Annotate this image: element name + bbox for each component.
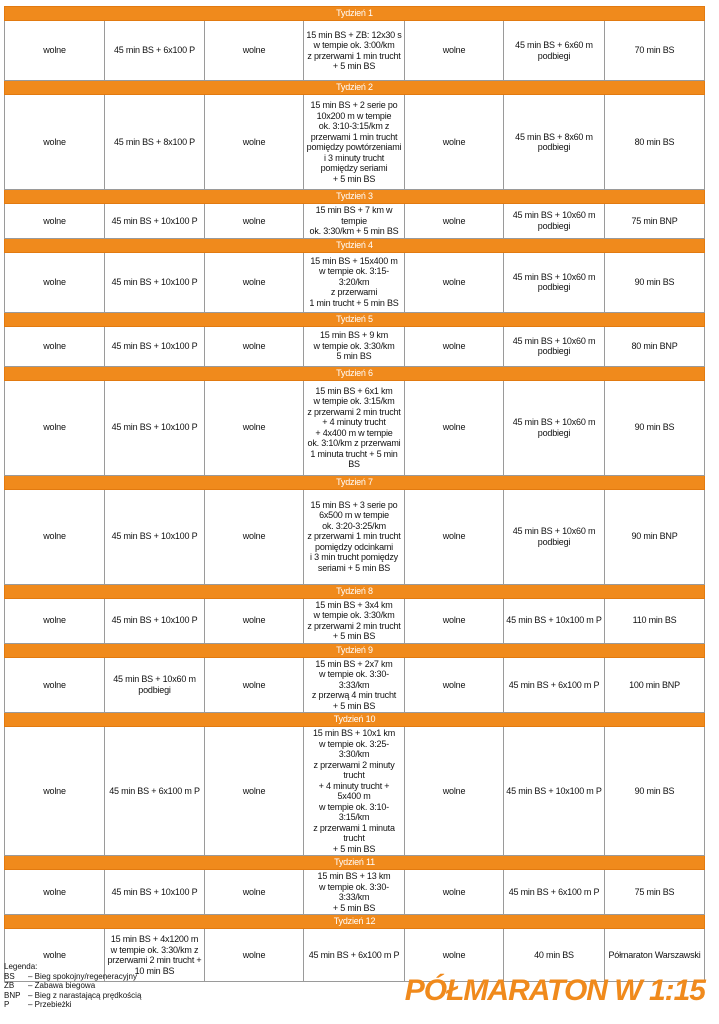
day-cell: 15 min BS + 15x400 m w tempie ok. 3:15-3:20/km z przerwami 1 min trucht + 5 min BS — [304, 252, 405, 312]
day-cell: wolne — [405, 21, 504, 81]
day-cell: wolne — [405, 929, 504, 982]
day-cell: 45 min BS + 8x100 P — [105, 95, 205, 190]
day-cell: 45 min BS + 10x100 m P — [504, 727, 605, 856]
day-cell: 45 min BS + 8x60 m podbiegi — [504, 95, 605, 190]
day-cell: wolne — [405, 657, 504, 713]
day-cell: wolne — [5, 727, 105, 856]
day-cell: 15 min BS + 9 km w tempie ok. 3:30/km 5 min BS — [304, 326, 405, 366]
day-cell: 45 min BS + 10x100 P — [105, 252, 205, 312]
legend-title: Legenda: — [4, 962, 38, 971]
day-cell: 45 min BS + 10x60 m podbiegi — [504, 204, 605, 239]
table-row — [5, 727, 705, 856]
legend — [4, 962, 141, 1010]
week-label: Tydzień 8 — [5, 584, 705, 598]
week-header-row — [5, 7, 705, 21]
brand-title: PÓŁMARATON W 1:15 — [404, 974, 705, 1007]
legend-item — [4, 1000, 141, 1010]
legend-text: – Zabawa biegowa — [28, 981, 96, 991]
day-cell: wolne — [5, 380, 105, 475]
week-label: Tydzień 4 — [5, 238, 705, 252]
day-cell: wolne — [5, 21, 105, 81]
day-cell: wolne — [205, 489, 304, 584]
week-label: Tydzień 5 — [5, 312, 705, 326]
day-cell: 90 min BS — [605, 380, 705, 475]
day-cell: 110 min BS — [605, 598, 705, 643]
day-cell: wolne — [5, 204, 105, 239]
day-cell: wolne — [205, 929, 304, 982]
day-cell: 15 min BS + 10x1 km w tempie ok. 3:25-3:30/km z przerwami 2 minuty trucht + 4 minuty trucht + 5x400 m w tempie ok. 3:10-3:15/km z przerwami 1 minuta trucht + 5 min BS — [304, 727, 405, 856]
day-cell: wolne — [5, 489, 105, 584]
week-header-row — [5, 713, 705, 727]
week-header-row — [5, 475, 705, 489]
day-cell: 45 min BS + 10x60 m podbiegi — [105, 657, 205, 713]
day-cell: 15 min BS + 3 serie po 6x500 m w tempie ok. 3:20-3:25/km z przerwami 1 min trucht pomiędzy odcinkami i 3 min trucht pomiędzy seriami + 5 min BS — [304, 489, 405, 584]
day-cell: 100 min BNP — [605, 657, 705, 713]
legend-abbr: P — [4, 1000, 10, 1010]
table-row — [5, 95, 705, 190]
table-row — [5, 204, 705, 239]
day-cell: 15 min BS + 2 serie po 10x200 m w tempie ok. 3:10-3:15/km z przerwami 1 min trucht pomiędzy powtórzeniami i 3 minuty trucht pomiędzy seriami + 5 min BS — [304, 95, 405, 190]
day-cell: 45 min BS + 6x100 P — [105, 21, 205, 81]
day-cell: wolne — [405, 380, 504, 475]
week-header-row — [5, 312, 705, 326]
day-cell: 45 min BS + 6x100 m P — [105, 727, 205, 856]
legend-text: – Przebieżki — [28, 1000, 72, 1010]
table-row — [5, 598, 705, 643]
day-cell: wolne — [205, 95, 304, 190]
legend-item — [4, 972, 141, 982]
day-cell: 45 min BS + 10x60 m podbiegi — [504, 252, 605, 312]
legend-item — [4, 981, 141, 991]
week-label: Tydzień 2 — [5, 81, 705, 95]
day-cell: 45 min BS + 10x100 m P — [504, 598, 605, 643]
day-cell: 45 min BS + 6x100 m P — [504, 870, 605, 915]
day-cell: 90 min BNP — [605, 489, 705, 584]
day-cell: 45 min BS + 10x60 m podbiegi — [504, 326, 605, 366]
day-cell: wolne — [405, 326, 504, 366]
day-cell: 45 min BS + 10x100 P — [105, 870, 205, 915]
day-cell: 45 min BS + 6x60 m podbiegi — [504, 21, 605, 81]
table-row — [5, 252, 705, 312]
day-cell: 15 min BS + 6x1 km w tempie ok. 3:15/km z przerwami 2 min trucht + 4 minuty trucht + 4x400 m w tempie ok. 3:10/km z przerwami 1 minuta trucht + 5 min BS — [304, 380, 405, 475]
week-label: Tydzień 7 — [5, 475, 705, 489]
day-cell: wolne — [205, 598, 304, 643]
table-row — [5, 657, 705, 713]
day-cell: wolne — [5, 598, 105, 643]
week-label: Tydzień 10 — [5, 713, 705, 727]
week-header-row — [5, 915, 705, 929]
week-header-row — [5, 584, 705, 598]
day-cell: 15 min BS + 3x4 km w tempie ok. 3:30/km z przerwami 2 min trucht + 5 min BS — [304, 598, 405, 643]
day-cell: wolne — [5, 95, 105, 190]
day-cell: wolne — [405, 204, 504, 239]
week-label: Tydzień 12 — [5, 915, 705, 929]
day-cell: 45 min BS + 10x100 P — [105, 204, 205, 239]
day-cell: 45 min BS + 10x100 P — [105, 326, 205, 366]
day-cell: 15 min BS + 2x7 km w tempie ok. 3:30-3:33/km z przerwą 4 min trucht + 5 min BS — [304, 657, 405, 713]
day-cell: 45 min BS + 10x100 P — [105, 380, 205, 475]
day-cell: 80 min BS — [605, 95, 705, 190]
day-cell: wolne — [205, 870, 304, 915]
day-cell: 45 min BS + 6x100 m P — [504, 657, 605, 713]
week-header-row — [5, 856, 705, 870]
day-cell: wolne — [205, 326, 304, 366]
legend-abbr: BS — [4, 971, 15, 981]
day-cell: wolne — [205, 204, 304, 239]
day-cell: wolne — [205, 252, 304, 312]
legend-abbr: BNP — [4, 990, 21, 1000]
day-cell: 70 min BS — [605, 21, 705, 81]
table-row — [5, 489, 705, 584]
day-cell: 45 min BS + 10x60 m podbiegi — [504, 489, 605, 584]
day-cell: wolne — [5, 252, 105, 312]
day-cell: 45 min BS + 10x100 P — [105, 489, 205, 584]
day-cell: wolne — [5, 326, 105, 366]
day-cell: wolne — [405, 489, 504, 584]
legend-text: – Bieg z narastającą prędkością — [28, 990, 142, 1000]
week-header-row — [5, 81, 705, 95]
week-header-row — [5, 190, 705, 204]
day-cell: 15 min BS + ZB: 12x30 s w tempie ok. 3:00/km z przerwami 1 min trucht + 5 min BS — [304, 21, 405, 81]
training-plan-table — [4, 6, 705, 982]
day-cell: wolne — [5, 657, 105, 713]
day-cell: 75 min BNP — [605, 204, 705, 239]
day-cell: wolne — [405, 252, 504, 312]
day-cell: 80 min BNP — [605, 326, 705, 366]
day-cell: 90 min BS — [605, 727, 705, 856]
day-cell: wolne — [205, 727, 304, 856]
week-label: Tydzień 6 — [5, 366, 705, 380]
day-cell: 15 min BS + 4x1200 m w tempie ok. 3:30/km z przerwami 2 min trucht + 10 min BS — [105, 929, 205, 982]
day-cell: Półmaraton Warszawski — [605, 929, 705, 982]
day-cell: wolne — [405, 727, 504, 856]
day-cell: wolne — [205, 657, 304, 713]
day-cell: wolne — [205, 21, 304, 81]
day-cell: wolne — [405, 598, 504, 643]
day-cell: wolne — [5, 929, 105, 982]
legend-text: – Bieg spokojny/regeneracyjny — [28, 971, 137, 981]
table-row — [5, 21, 705, 81]
day-cell: 75 min BS — [605, 870, 705, 915]
week-label: Tydzień 11 — [5, 856, 705, 870]
legend-item — [4, 991, 141, 1001]
day-cell: wolne — [405, 95, 504, 190]
week-label: Tydzień 3 — [5, 190, 705, 204]
week-header-row — [5, 238, 705, 252]
table-row — [5, 870, 705, 915]
day-cell: wolne — [205, 380, 304, 475]
week-header-row — [5, 643, 705, 657]
day-cell: wolne — [405, 870, 504, 915]
week-label: Tydzień 1 — [5, 7, 705, 21]
table-row — [5, 380, 705, 475]
day-cell: 45 min BS + 6x100 m P — [304, 929, 405, 982]
day-cell: 15 min BS + 7 km w tempie ok. 3:30/km + 5 min BS — [304, 204, 405, 239]
table-row — [5, 326, 705, 366]
week-header-row — [5, 366, 705, 380]
legend-abbr: ZB — [4, 981, 15, 991]
day-cell: 45 min BS + 10x60 m podbiegi — [504, 380, 605, 475]
week-label: Tydzień 9 — [5, 643, 705, 657]
day-cell: 40 min BS — [504, 929, 605, 982]
day-cell: 15 min BS + 13 km w tempie ok. 3:30-3:33/km + 5 min BS — [304, 870, 405, 915]
day-cell: 90 min BS — [605, 252, 705, 312]
day-cell: wolne — [5, 870, 105, 915]
day-cell: 45 min BS + 10x100 P — [105, 598, 205, 643]
